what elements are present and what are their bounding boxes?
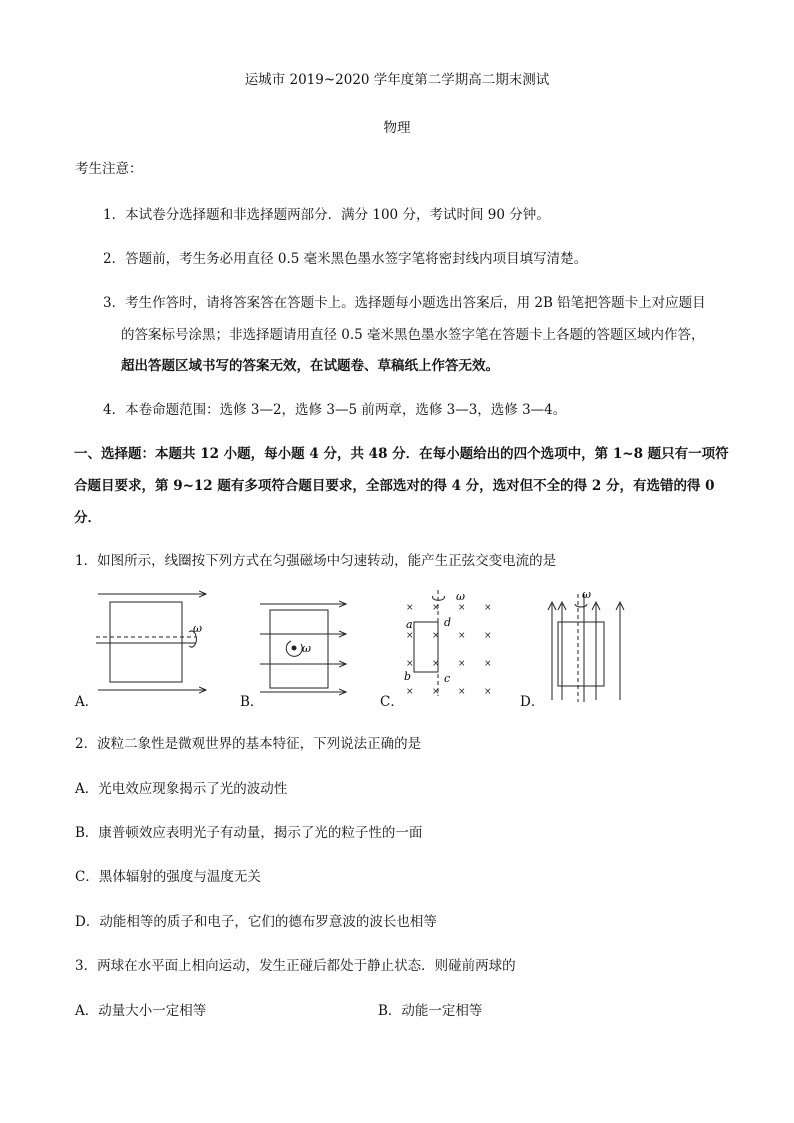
notice-item-3-line2: 的答案标号涂黑；非选择题请用直径 0.5 毫米黑色墨水签字笔在答题卡上各题的答题区域内作答， [121,327,705,343]
notice-item-4: 4．本卷命题范围：选修 3—2，选修 3—5 前两章，选修 3—3，选修 3—4。 [103,402,567,418]
omega-label: ω [302,642,311,655]
coil [558,622,604,686]
q1-option-d-label: D． [520,694,545,710]
svg-text:×: × [458,687,466,697]
svg-text:×: × [432,659,440,669]
q2-option-a: A．光电效应现象揭示了光的波动性 [75,781,288,797]
q2-stem: 2．波粒二象性是微观世界的基本特征，下列说法正确的是 [75,736,422,752]
exam-title: 运城市 2019~2020 学年度第二学期高二期末测试 [244,72,550,88]
section1-line1: 一、选择题：本题共 12 小题，每小题 4 分，共 48 分．在每小题给出的四个选项中，第 1~8 题只有一项符 [74,446,729,462]
q1-figure-a [96,588,214,696]
q3-option-b: B．动能一定相等 [378,1003,483,1019]
svg-text:×: × [406,687,414,697]
notice-item-3-line1: 3．考生作答时，请将答案答在答题卡上。选择题每小题选出答案后，用 2B 铅笔把答题卡上对应题目 [103,295,706,311]
q1-option-a-label: A． [75,694,99,710]
svg-text:×: × [458,603,466,613]
q2-option-b: B．康普顿效应表明光子有动量，揭示了光的粒子性的一面 [75,825,423,841]
svg-text:×: × [484,631,492,641]
q1-figure-b [258,596,350,696]
svg-text:×: × [432,631,440,641]
svg-text:×: × [432,687,440,697]
q3-option-a: A．动量大小一定相等 [75,1003,207,1019]
corner-d-label: d [444,616,452,629]
q2-option-c: C．黑体辐射的强度与温度无关 [75,869,261,885]
q1-option-b-label: B． [240,694,264,710]
notice-item-2: 2．答题前，考生务必用直径 0.5 毫米黑色墨水签字笔将密封线内项目填写清楚。 [103,251,588,267]
section1-line2: 合题目要求，第 9~12 题有多项符合题目要求，全部选对的得 4 分，选对但不全的得 2 分，有选错的得 0 [74,478,715,494]
axis-dot [292,646,297,651]
svg-text:×: × [484,659,492,669]
q1-figure-c [400,588,504,698]
omega-label: ω [193,622,202,635]
corner-a-label: a [406,618,413,631]
corner-b-label: b [404,670,412,683]
svg-text:×: × [458,631,466,641]
subject-title: 物理 [383,120,411,136]
q2-option-d: D．动能相等的质子和电子，它们的德布罗意波的波长也相等 [75,914,437,930]
notice-item-3-line3: 超出答题区域书写的答案无效，在试题卷、草稿纸上作答无效。 [121,358,499,374]
rotation-arrow [575,604,587,607]
svg-text:×: × [484,687,492,697]
q3-stem: 3．两球在水平面上相向运动，发生正碰后都处于静止状态．则碰前两球的 [75,958,516,974]
svg-text:×: × [458,659,466,669]
svg-text:×: × [484,603,492,613]
notice-heading: 考生注意： [75,161,143,177]
svg-text:×: × [406,631,414,641]
q1-figure-d [540,590,630,702]
section1-line3: 分． [74,510,101,526]
svg-text:×: × [432,603,440,613]
corner-c-label: c [444,672,451,685]
notice-item-1: 1．本试卷分选择题和非选择题两部分．满分 100 分，考试时间 90 分钟。 [103,207,550,223]
q1-stem: 1．如图所示，线圈按下列方式在匀强磁场中匀速转动，能产生正弦交变电流的是 [75,553,557,569]
omega-label: ω [582,590,591,601]
svg-text:×: × [406,603,414,613]
omega-label: ω [456,590,465,603]
coil [270,610,328,688]
coil [110,602,182,682]
svg-text:×: × [406,659,414,669]
q1-option-c-label: C． [380,694,404,710]
